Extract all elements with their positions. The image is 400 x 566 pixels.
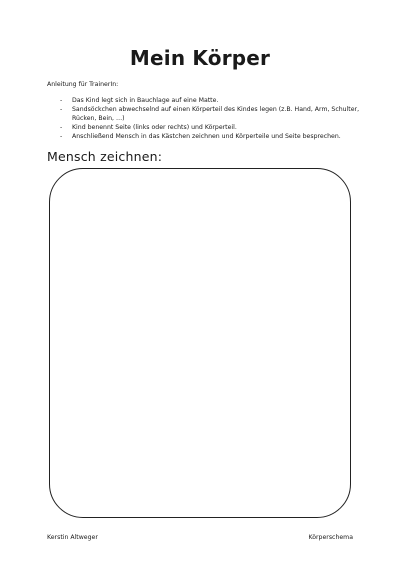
list-bullet: - [60, 124, 63, 131]
page-title: Mein Körper [129, 46, 271, 70]
list-bullet: - [60, 133, 63, 140]
drawing-box [49, 168, 351, 518]
instruction-item [60, 132, 360, 141]
instruction-text: Kind benennt Seite (links oder rechts) und Körperteil. [72, 124, 237, 131]
instruction-list [60, 96, 360, 141]
instruction-text: Anschließend Mensch in das Kästchen zeichnen und Körperteile und Seite besprechen. [72, 133, 341, 140]
instruction-text: Sandsöckchen abwechselnd auf einen Körperteil des Kindes legen (z.B. Hand, Arm, Schulter, Rücken, Bein, …) [72, 106, 360, 122]
instructions-label: Anleitung für TrainerIn: [47, 81, 119, 88]
footer-author: Kerstin Altweger [47, 534, 98, 541]
instruction-text: Das Kind legt sich in Bauchlage auf eine Matte. [72, 97, 219, 104]
footer-topic: Körperschema [308, 534, 353, 541]
instruction-item [60, 105, 360, 123]
instruction-item [60, 123, 360, 132]
instruction-item [60, 96, 360, 105]
list-bullet: - [60, 97, 63, 104]
section-heading: Mensch zeichnen: [47, 149, 163, 164]
list-bullet: - [60, 106, 63, 113]
